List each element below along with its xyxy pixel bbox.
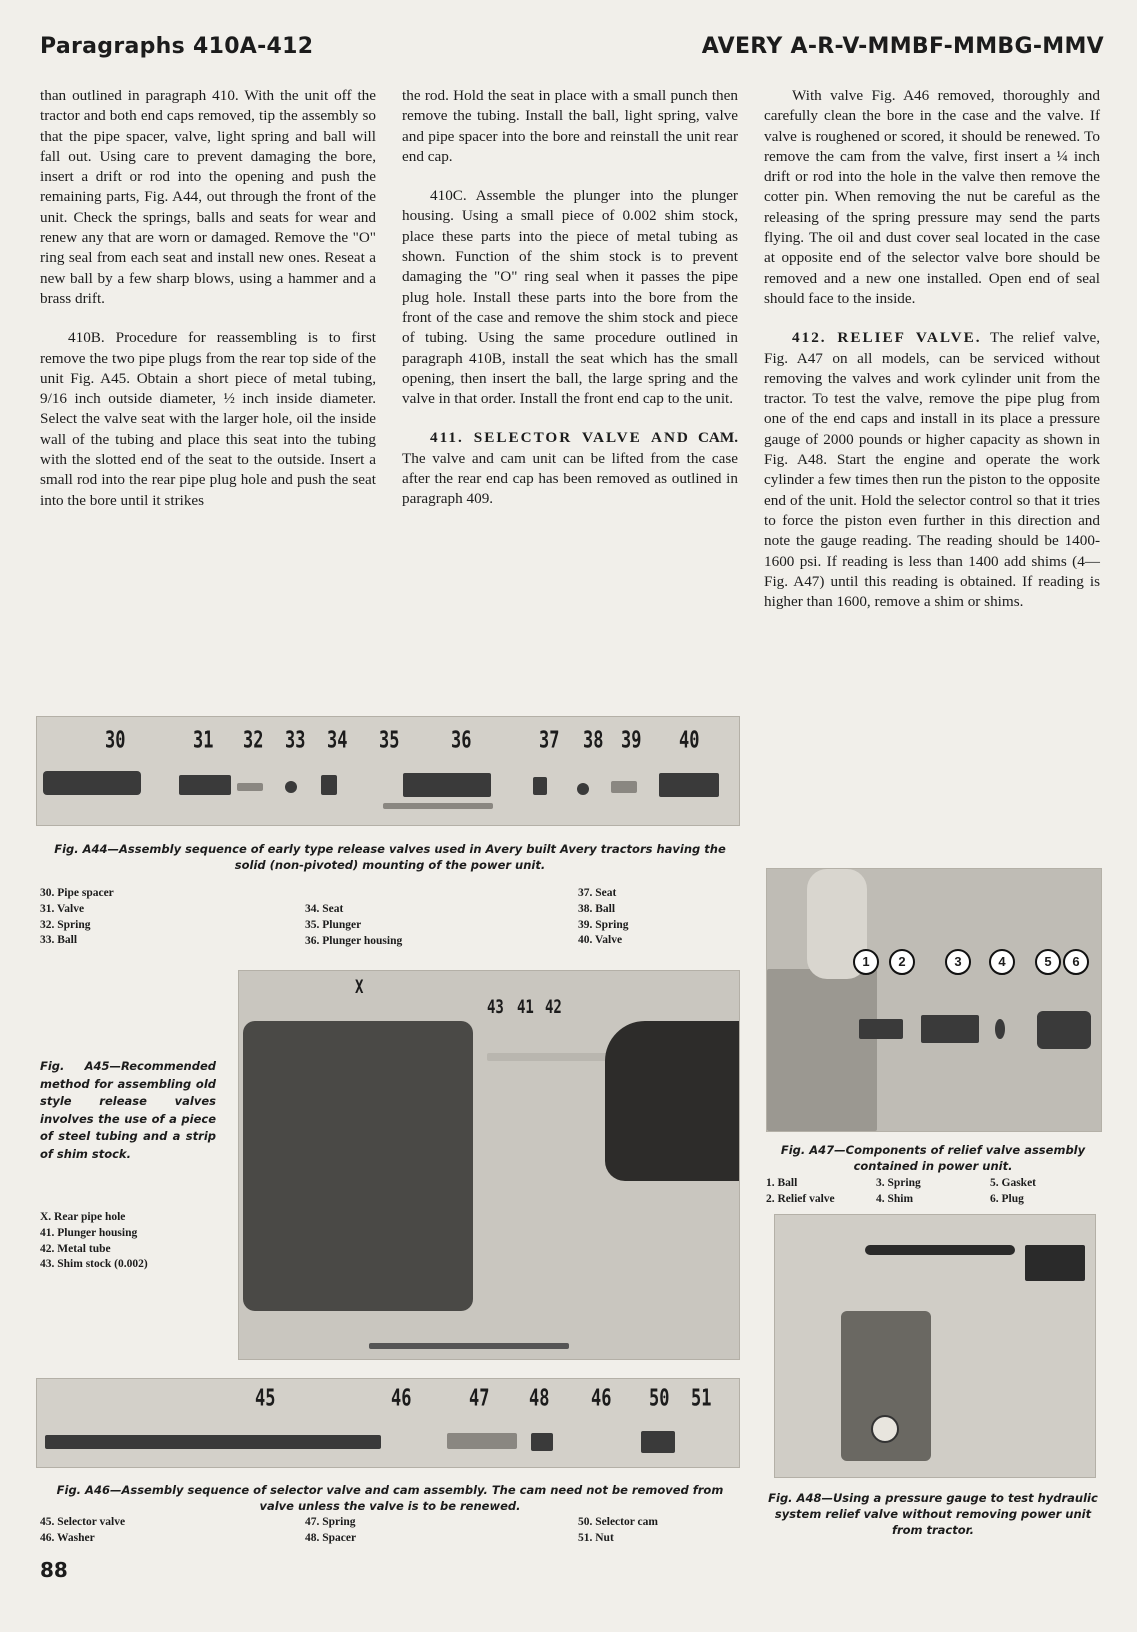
callout-x: X bbox=[355, 977, 364, 999]
callout-6: 6 bbox=[1063, 949, 1089, 975]
fig-a47-legend-1 bbox=[766, 1176, 835, 1208]
fig-a45-photo bbox=[238, 970, 740, 1360]
callout-31: 31 bbox=[193, 727, 214, 754]
selector-valve-part bbox=[45, 1435, 381, 1449]
fitting-part-2 bbox=[1025, 1245, 1085, 1281]
relief-valve-part bbox=[859, 1019, 903, 1039]
callout-51: 51 bbox=[691, 1385, 712, 1412]
pipe-spacer-part bbox=[43, 771, 141, 795]
callout-46: 46 bbox=[391, 1385, 412, 1412]
ball-part bbox=[285, 781, 297, 793]
selector-cam-part bbox=[641, 1431, 675, 1453]
paragraph-411-heading: 411. SELECTOR VALVE AND bbox=[430, 429, 690, 447]
parts-strip bbox=[369, 1343, 569, 1349]
running-head-right: AVERY A-R-V-MMBF-MMBG-MMV bbox=[701, 34, 1104, 59]
legend-item: 3. Spring bbox=[876, 1177, 921, 1189]
fig-a48-photo bbox=[774, 1214, 1096, 1478]
spring-part-2 bbox=[611, 781, 637, 793]
legend-item: 41. Plunger housing bbox=[40, 1226, 138, 1239]
power-unit-case bbox=[243, 1021, 473, 1311]
paragraph-412 bbox=[764, 328, 1100, 612]
legend-item: 38. Ball bbox=[578, 902, 616, 915]
fig-a47-photo bbox=[766, 868, 1102, 1132]
spring-part-3 bbox=[447, 1433, 517, 1449]
shim-part bbox=[995, 1019, 1005, 1039]
callout-46-b: 46 bbox=[591, 1385, 612, 1412]
legend-item: 31. Valve bbox=[40, 902, 85, 915]
callout-37: 37 bbox=[539, 727, 560, 754]
fig-a46-legend-2 bbox=[305, 1515, 356, 1547]
paragraph-411-body: The valve and cam unit can be lifted from the case after the rear end cap has been removed as outlined in paragraph 409. bbox=[402, 449, 738, 508]
valve-part bbox=[179, 775, 231, 795]
callout-5: 5 bbox=[1035, 949, 1061, 975]
callout-2: 2 bbox=[889, 949, 915, 975]
hose-part bbox=[865, 1245, 1015, 1255]
spacer-part bbox=[531, 1433, 553, 1451]
paragraph-410c: 410C. Assemble the plunger into the plunger housing. Using a small piece of 0.002 shim stock, place these parts into the piece of metal tubing as shown. Function of the shim stock is to prevent damaging the "O" ring seal when it passes the pipe plug hole. Install these parts into the bore from the front of the case and remove the shim stock and piece of tubing. Using the same procedure outlined in paragraph 410B, install the seat which has the small opening, then insert the ball, the large spring and the valve in that order. Install the front end cap to the unit. bbox=[402, 187, 738, 408]
fig-a46-photo bbox=[36, 1378, 740, 1468]
fig-a45-caption: Fig. A45—Recommended method for assembling old style release valves involves the use of a piece of steel tubing and a strip of shim stock. bbox=[40, 1059, 216, 1161]
fig-a46-legend-1 bbox=[40, 1515, 125, 1547]
paragraph-410a-cont: than outlined in paragraph 410. With the unit off the tractor and both end caps removed, tip the assembly so that the pipe spacer, valve, light spring and ball will fall out. Using care to prevent damaging the bore, insert a drift or rod into the opening and push the remaining parts, Fig. A44, out through the front of the unit. Check the springs, balls and seats for wear and renew any that are worn or damaged. Remove the "O" ring seal from each seat and install new ones. Reseat a new ball by a few sharp blows, using a hammer and a brass drift. bbox=[40, 87, 376, 307]
ball-part-2 bbox=[577, 783, 589, 795]
callout-33: 33 bbox=[285, 727, 306, 754]
pressure-gauge bbox=[871, 1415, 899, 1443]
callout-43: 43 bbox=[487, 997, 504, 1019]
fig-a46-legend-3 bbox=[578, 1515, 658, 1547]
callout-48: 48 bbox=[529, 1385, 550, 1412]
fig-a44-legend-1 bbox=[40, 886, 114, 949]
callout-34: 34 bbox=[327, 727, 348, 754]
callout-36: 36 bbox=[451, 727, 472, 754]
plunger-part bbox=[383, 803, 493, 809]
legend-item: 5. Gasket bbox=[990, 1177, 1036, 1189]
text-column-3 bbox=[764, 86, 1100, 612]
fig-a44-photo bbox=[36, 716, 740, 826]
paragraph-411-cont: With valve Fig. A46 removed, thoroughly and carefully clean the bore in the case and the valve. If valve is roughened or scored, it should be renewed. To remove the cam from the valve, first insert a ¼ inch drift or rod into the hole in the valve then remove the cotter pin. When removing the nut be careful as the releasing of the spring pressure may send the parts flying. The oil and dust cover seal located in the case at opposite end of the selector valve bore should be removed and a new one installed. Open end of seal should face to the inside. bbox=[764, 87, 1100, 307]
fig-a47-legend-2 bbox=[876, 1176, 921, 1208]
legend-item: 42. Metal tube bbox=[40, 1242, 111, 1255]
page-number: 88 bbox=[40, 1558, 68, 1582]
fig-a48-caption: Fig. A48—Using a pressure gauge to test hydraulic system relief valve without removing power unit from tractor. bbox=[768, 1491, 1098, 1537]
legend-item: 32. Spring bbox=[40, 918, 91, 931]
paragraph-411 bbox=[402, 428, 738, 509]
callout-47: 47 bbox=[469, 1385, 490, 1412]
valve-part-2 bbox=[659, 773, 719, 797]
legend-item: 35. Plunger bbox=[305, 918, 362, 931]
paragraph-412-heading: 412. RELIEF VALVE. bbox=[792, 329, 982, 347]
callout-35: 35 bbox=[379, 727, 400, 754]
legend-item: 51. Nut bbox=[578, 1531, 614, 1544]
legend-item: 34. Seat bbox=[305, 903, 344, 915]
legend-item: 48. Spacer bbox=[305, 1531, 357, 1544]
callout-45: 45 bbox=[255, 1385, 276, 1412]
callout-38: 38 bbox=[583, 727, 604, 754]
legend-item: 46. Washer bbox=[40, 1531, 95, 1544]
paragraph-411-heading-cam: CAM. bbox=[697, 429, 739, 447]
metal-tube-part bbox=[487, 1053, 617, 1061]
fig-a47-legend-3 bbox=[990, 1176, 1036, 1208]
callout-50: 50 bbox=[649, 1385, 670, 1412]
legend-item: 47. Spring bbox=[305, 1516, 356, 1528]
legend-item: 33. Ball bbox=[40, 934, 78, 947]
hand bbox=[605, 1021, 739, 1181]
fig-a45-legend bbox=[40, 1210, 148, 1273]
callout-40: 40 bbox=[679, 727, 700, 754]
legend-item: 2. Relief valve bbox=[766, 1192, 835, 1205]
seat-part bbox=[321, 775, 337, 795]
running-head-left: Paragraphs 410A-412 bbox=[40, 34, 314, 59]
callout-4: 4 bbox=[989, 949, 1015, 975]
callout-42: 42 bbox=[545, 997, 562, 1019]
callout-32: 32 bbox=[243, 727, 264, 754]
legend-item: 4. Shim bbox=[876, 1192, 914, 1205]
paragraph-412-body: The relief valve, Fig. A47 on all models, can be serviced without removing the valves and work cylinder unit from the tractor. To test the valve, remove the pipe plug from one of the end caps and install in its place a pressure gauge of 2000 pounds or higher capacity as shown in Fig. A48. Start the engine and operate the work cylinder a few times then run the piston to the opposite end of the unit. Hold the selector control so that it tries to force the piston even further in this direction and note the gauge reading. The reading should be 1400-1600 psi. If reading is less than 1400 add shims (4—Fig. A47) until this reading is obtained. If reading is higher than 1600, remove a shim or shims. bbox=[764, 329, 1101, 611]
legend-item: 45. Selector valve bbox=[40, 1516, 126, 1528]
paragraph-410b-cont: the rod. Hold the seat in place with a small punch then remove the tubing. Install the ball, light spring, valve and pipe spacer into the bore and reinstall the unit rear end cap. bbox=[402, 87, 738, 165]
fig-a46-caption: Fig. A46—Assembly sequence of selector valve and cam assembly. The cam need not be removed from valve unless the valve is to be renewed. bbox=[56, 1483, 724, 1513]
legend-item: 30. Pipe spacer bbox=[40, 887, 114, 899]
fig-a47-caption: Fig. A47—Components of relief valve assembly contained in power unit. bbox=[780, 1143, 1086, 1173]
legend-item: 37. Seat bbox=[578, 887, 617, 899]
paragraph-410b: 410B. Procedure for reassembling is to first remove the two pipe plugs from the rear top side of the unit Fig. A45. Obtain a short piece of metal tubing, 9/16 inch outside diameter, ½ inch inside diameter. Select the valve seat with the larger hole, oil the inside wall of the tubing and place this seat into the tubing with the slotted end of the seat to the outside. Insert a small rod into the rear pipe plug hole and push the seat into the bore until it strikes bbox=[40, 329, 376, 509]
legend-item: X. Rear pipe hole bbox=[40, 1211, 126, 1223]
callout-3: 3 bbox=[945, 949, 971, 975]
plunger-housing-part bbox=[403, 773, 491, 797]
text-column-1 bbox=[40, 86, 376, 511]
callout-30: 30 bbox=[105, 727, 126, 754]
legend-item: 39. Spring bbox=[578, 918, 629, 931]
case-part bbox=[767, 969, 877, 1131]
callout-39: 39 bbox=[621, 727, 642, 754]
fig-a44-caption: Fig. A44—Assembly sequence of early type release valves used in Avery built Avery tractors having the solid (non-pivoted) mounting of the power unit. bbox=[54, 842, 726, 872]
legend-item: 36. Plunger housing bbox=[305, 934, 403, 947]
fig-a44-legend-2 bbox=[305, 902, 402, 949]
legend-item: 40. Valve bbox=[578, 934, 623, 947]
callout-1: 1 bbox=[853, 949, 879, 975]
legend-item: 6. Plug bbox=[990, 1192, 1024, 1205]
legend-item: 1. Ball bbox=[766, 1177, 798, 1189]
text-column-2 bbox=[402, 86, 738, 510]
callout-41: 41 bbox=[517, 997, 534, 1019]
legend-item: 50. Selector cam bbox=[578, 1516, 658, 1528]
legend-item: 43. Shim stock (0.002) bbox=[40, 1258, 148, 1271]
spring-part bbox=[237, 783, 263, 791]
fig-a44-legend-3 bbox=[578, 886, 629, 949]
plug-part bbox=[1037, 1011, 1091, 1049]
spring-part-4 bbox=[921, 1015, 979, 1043]
seat-part-2 bbox=[533, 777, 547, 795]
